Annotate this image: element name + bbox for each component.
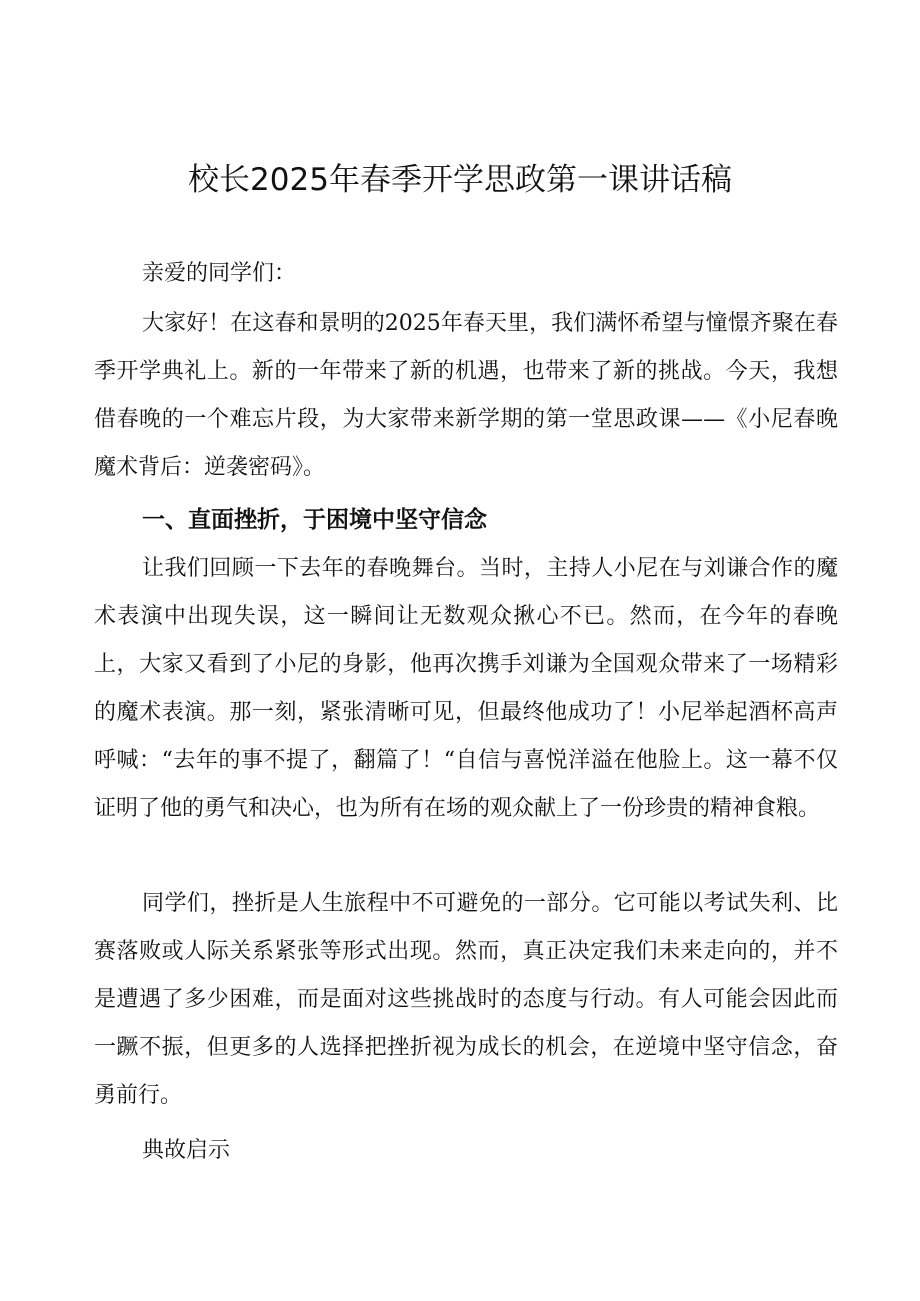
document-title: 校长2025年春季开学思政第一课讲话稿: [188, 162, 732, 198]
intro-paragraph: 大家好！在这春和景明的2025年春天里，我们满怀希望与憧憬齐聚在春季开学典礼上。新的一年带来了新的机遇，也带来了新的挑战。今天，我想借春晚的一个难忘片段，为大家带来新学期的第一堂思政课——《小尼春晚魔术背后：逆袭密码》。: [94, 311, 838, 480]
body-paragraph: 同学们，挫折是人生旅程中不可避免的一部分。它可能以考试失利、比赛落败或人际关系紧张等形式出现。然而，真正决定我们未来走向的，并不是遭遇了多少困难，而是面对这些挑战时的态度与行动。有人可能会因此而一蹶不振，但更多的人选择把挫折视为成长的机会，在逆境中坚守信念，奋勇前行。: [94, 891, 838, 1108]
section-heading: 一、直面挫折，于困境中坚守信念: [142, 507, 487, 533]
body-paragraph: 让我们回顾一下去年的春晚舞台。当时，主持人小尼在与刘谦合作的魔术表演中出现失误，这一瞬间让无数观众揪心不已。然而，在今年的春晚上，大家又看到了小尼的身影，他再次携手刘谦为全国观众带来了一场精彩的魔术表演。那一刻，紧张清晰可见，但最终他成功了！小尼举起酒杯高声呼喊：“去年的事不提了，翻篇了！“自信与喜悦洋溢在他脸上。这一幕不仅证明了他的勇气和决心，也为所有在场的观众献上了一份珍贵的精神食粮。: [94, 556, 838, 821]
subsection-label: 典故启示: [142, 1138, 231, 1163]
greeting-paragraph: 亲爱的同学们：: [142, 261, 297, 286]
